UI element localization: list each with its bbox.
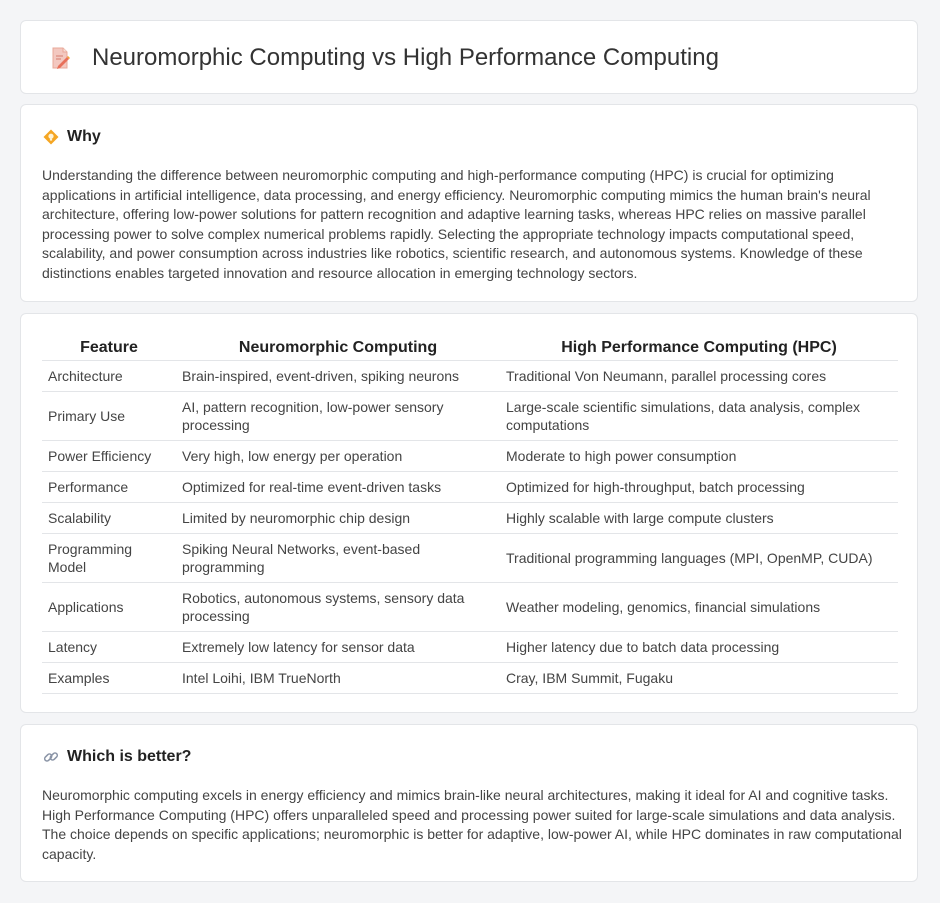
hpc-cell: Weather modeling, genomics, financial simulations [500,583,898,632]
neuromorphic-cell: Very high, low energy per operation [176,441,500,472]
table-row [42,503,898,534]
table-row [42,663,898,694]
why-heading: Why [67,128,101,145]
comparison-table [42,334,898,694]
table-row [42,361,898,392]
why-text: Understanding the difference between neuromorphic computing and high-performance computing (HPC) is crucial for optimizing applications in artificial intelligence, data processing, and energy efficiency. Neuromorphic computing mimics the human brain's neural architecture, offering low-power solutions for pattern recognition and adaptive learning tasks, whereas HPC relies on massive parallel processing power to solve complex numerical problems rapidly. Selecting the appropriate technology impacts computational speed, scalability, and power consumption across industries like robotics, scientific research, and autonomous systems. Knowledge of these distinctions enables targeted innovation and resource allocation in emerging technology sectors. [42,167,871,281]
hpc-cell: Large-scale scientific simulations, data analysis, complex computations [500,392,898,441]
feature-cell: Primary Use [42,392,176,441]
table-row [42,472,898,503]
header-neuromorphic: Neuromorphic Computing [176,334,500,361]
better-heading: Which is better? [67,748,192,765]
feature-cell: Performance [42,472,176,503]
neuromorphic-cell: Robotics, autonomous systems, sensory data processing [176,583,500,632]
neuromorphic-cell: Intel Loihi, IBM TrueNorth [176,663,500,694]
better-header [43,747,191,767]
feature-cell: Architecture [42,361,176,392]
neuromorphic-cell: Limited by neuromorphic chip design [176,503,500,534]
hpc-cell: Higher latency due to batch data processing [500,632,898,663]
hpc-cell: Highly scalable with large compute clusters [500,503,898,534]
lightbulb-diamond-icon [43,129,59,145]
neuromorphic-cell: Spiking Neural Networks, event-based programming [176,534,500,583]
header-hpc: High Performance Computing (HPC) [500,334,898,361]
feature-cell: Scalability [42,503,176,534]
hpc-cell: Cray, IBM Summit, Fugaku [500,663,898,694]
neuromorphic-cell: Optimized for real-time event-driven tasks [176,472,500,503]
table-header-row [42,334,898,361]
neuromorphic-cell: Brain-inspired, event-driven, spiking neurons [176,361,500,392]
hpc-cell: Traditional programming languages (MPI, OpenMP, CUDA) [500,534,898,583]
hpc-cell: Optimized for high-throughput, batch processing [500,472,898,503]
neuromorphic-cell: Extremely low latency for sensor data [176,632,500,663]
neuromorphic-cell: AI, pattern recognition, low-power sensory processing [176,392,500,441]
title-card [20,20,918,94]
document-pencil-icon [48,46,72,70]
why-header [43,127,101,147]
feature-cell: Power Efficiency [42,441,176,472]
table-row [42,441,898,472]
which-is-better-section [20,724,918,882]
link-icon [43,749,59,765]
feature-cell: Examples [42,663,176,694]
table-row [42,583,898,632]
table-row [42,632,898,663]
header-feature: Feature [42,334,176,361]
feature-cell: Applications [42,583,176,632]
better-text: Neuromorphic computing excels in energy efficiency and mimics brain-like neural architectures, making it ideal for AI and cognitive tasks. High Performance Computing (HPC) offers unparalleled speed and processing power suited for large-scale simulations and data analysis. The choice depends on specific applications; neuromorphic is better for adaptive, low-power AI, while HPC dominates in raw computational capacity. [42,787,902,862]
table-row [42,534,898,583]
feature-cell: Latency [42,632,176,663]
comparison-section [20,313,918,713]
hpc-cell: Traditional Von Neumann, parallel processing cores [500,361,898,392]
hpc-cell: Moderate to high power consumption [500,441,898,472]
why-section [20,104,918,302]
feature-cell: Programming Model [42,534,176,583]
table-row [42,392,898,441]
page-title: Neuromorphic Computing vs High Performance Computing [92,44,719,71]
